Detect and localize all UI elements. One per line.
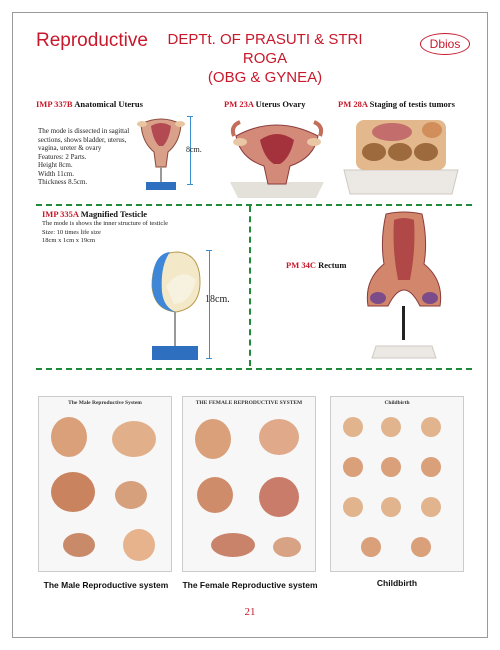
- desc-line: Features: 2 Parts.: [38, 152, 87, 161]
- section-divider: [36, 204, 472, 206]
- chart-illustration: [331, 397, 465, 573]
- chart-caption-childbirth: Childbirth: [376, 578, 418, 588]
- product-code: IMP 337B: [36, 99, 73, 109]
- desc-line: 18cm x 1cm x 19cm: [42, 237, 96, 244]
- uterus-ovary-model-image: [226, 112, 328, 198]
- desc-line: vagina, ureter & ovary: [38, 144, 102, 152]
- desc-line: The mode is shows the inner structure of testicle: [42, 220, 168, 227]
- chart-illustration: [39, 397, 173, 573]
- uterus-description: [38, 127, 138, 187]
- chart-childbirth: [330, 396, 464, 572]
- desc-line: The mode is dissected in sagittal: [38, 127, 130, 135]
- desc-line: Height 8cm.: [38, 161, 73, 169]
- desc-line: sections, shows bladder, uterus,: [38, 135, 127, 144]
- dimension-cap: [206, 358, 212, 359]
- page-number: 21: [244, 606, 256, 618]
- department-line-1: DEPTt. OF PRASUTI & STRI ROGA: [167, 31, 363, 67]
- department-line-2: (OBG & GYNEA): [207, 69, 323, 86]
- product-name: Rectum: [318, 260, 347, 270]
- department-title: [150, 30, 380, 87]
- brand-logo: Dbios: [420, 33, 470, 55]
- chart-title: Childbirth: [384, 400, 410, 406]
- uterus-model-image: [136, 112, 186, 192]
- chart-caption-female: The Female Reproductive system: [182, 580, 318, 590]
- product-label-uterus: [36, 99, 143, 109]
- product-label-magnified-testicle: [42, 209, 147, 219]
- section-divider: [36, 368, 472, 370]
- desc-line: Thickness 8.5cm.: [38, 178, 88, 186]
- product-code: PM 23A: [224, 99, 254, 109]
- product-code: PM 34C: [286, 260, 316, 270]
- product-code: PM 28A: [338, 99, 368, 109]
- product-name: Magnified Testicle: [80, 209, 148, 219]
- dimension-cap: [206, 250, 212, 251]
- chart-caption-male: The Male Reproductive system: [43, 580, 169, 590]
- desc-line: Width 11cm.: [38, 169, 75, 178]
- desc-line: Size: 10 times life size: [42, 228, 101, 236]
- chart-female-reproductive: [182, 396, 316, 572]
- dimension-cap: [187, 184, 193, 185]
- chart-illustration: [183, 397, 317, 573]
- product-label-rectum: [286, 260, 346, 270]
- product-name: Anatomical Uterus: [74, 99, 143, 109]
- product-name: Uterus Ovary: [255, 99, 306, 109]
- product-name: Staging of testis tumors: [369, 99, 455, 109]
- chart-male-reproductive: [38, 396, 172, 572]
- testicle-model-image: [146, 246, 206, 362]
- section-title: Reproductive: [36, 30, 148, 51]
- testicle-description: [42, 220, 232, 246]
- chart-title: The Male Reproductive System: [68, 400, 142, 406]
- chart-title: THE FEMALE REPRODUCTIVE SYSTEM: [195, 400, 303, 406]
- column-divider: [249, 206, 251, 366]
- rectum-model-image: [362, 210, 446, 362]
- testis-tumors-model-image: [342, 112, 460, 196]
- uterus-height-label: 8cm.: [186, 145, 202, 154]
- testicle-height-label: 18cm.: [205, 294, 230, 305]
- product-label-uterus-ovary: [224, 99, 305, 109]
- product-code: IMP 335A: [42, 209, 79, 219]
- product-label-testis-tumors: [338, 99, 455, 109]
- dimension-cap: [187, 116, 193, 117]
